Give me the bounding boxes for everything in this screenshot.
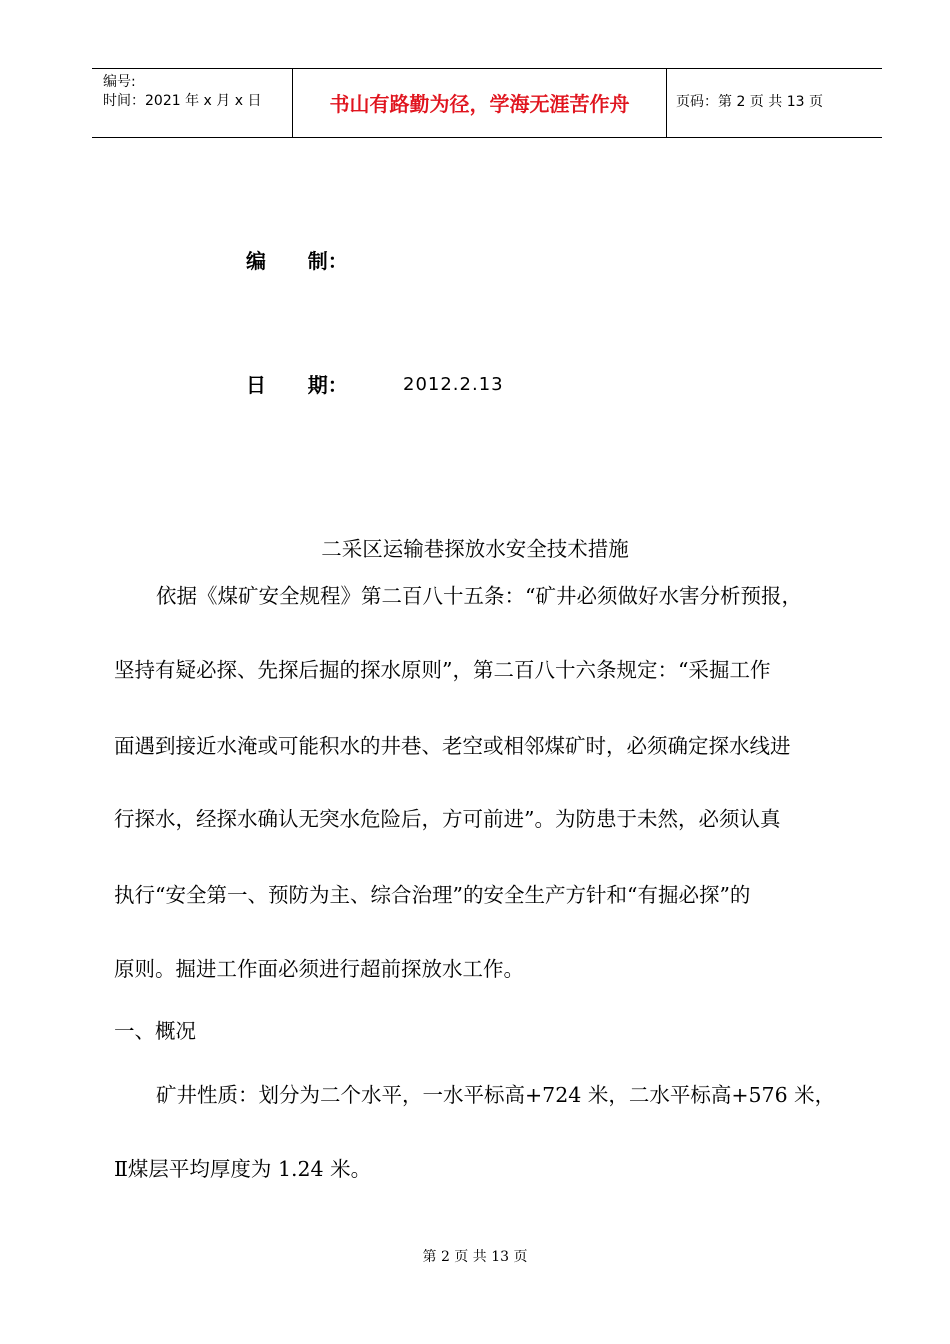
header-left-cell (92, 69, 292, 137)
page-footer: 第 2 页 共 13 页 (422, 1249, 528, 1265)
header-middle-cell (292, 69, 667, 137)
body-line-3: 面遇到接近水淹或可能积水的井巷、老空或相邻煤矿时，必须确定探水线进 (114, 734, 791, 758)
body-line-1: 依据《煤矿安全规程》第二百八十五条：“矿井必须做好水害分析预报， (156, 584, 802, 608)
date-label: 日 期： (246, 373, 348, 397)
document-title: 二采区运输巷探放水安全技术措施 (321, 537, 629, 561)
date-value: 2012.2.13 (403, 374, 504, 395)
page-info: 页码：第 2 页 共 13 页 (676, 94, 823, 110)
header-right-cell (666, 69, 882, 137)
body-line-4: 行探水，经探水确认无突水危险后，方可前进”。为防患于未然，必须认真 (114, 807, 781, 831)
section-line-1: 矿井性质：划分为二个水平，一水平标高+724 米，二水平标高+576 米， (156, 1083, 836, 1107)
section-heading: 一、概况 (114, 1019, 196, 1043)
author-label: 编 制： (246, 249, 348, 273)
motto: 书山有路勤为径，学海无涯苦作舟 (329, 92, 630, 116)
body-line-5: 执行“安全第一、预防为主、综合治理”的安全生产方针和“有掘必探”的 (114, 883, 751, 907)
header-table (92, 68, 882, 138)
time-label: 时间：2021 年 x 月 x 日 (103, 93, 262, 109)
doc-number-label: 编号: (103, 74, 136, 90)
section-line-2: Ⅱ煤层平均厚度为 1.24 米。 (114, 1157, 372, 1181)
body-line-2: 坚持有疑必探、先探后掘的探水原则”，第二百八十六条规定：“采掘工作 (114, 658, 771, 682)
body-line-6: 原则。掘进工作面必须进行超前探放水工作。 (114, 957, 524, 981)
